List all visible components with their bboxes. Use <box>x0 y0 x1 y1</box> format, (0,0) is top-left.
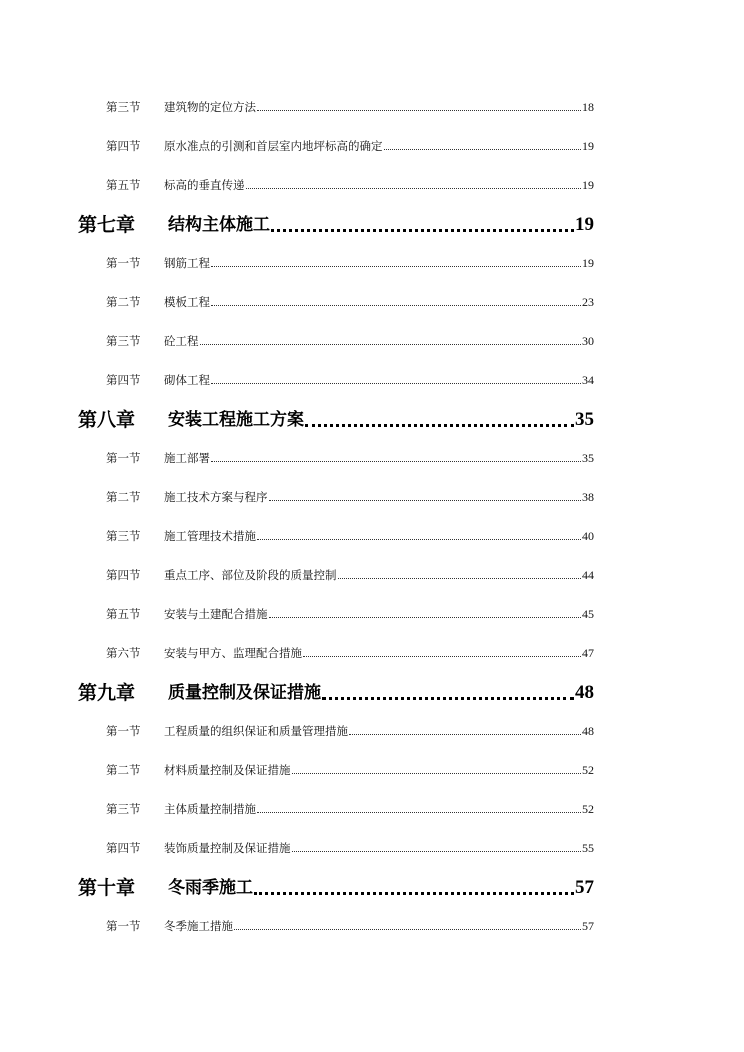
dot-leader <box>200 344 582 345</box>
section-number: 第三节 <box>106 100 141 114</box>
page-number: 19 <box>575 214 594 235</box>
dot-leader <box>254 892 574 895</box>
dot-leader <box>292 773 582 774</box>
section-number: 第四节 <box>106 568 141 582</box>
dot-leader <box>269 617 582 618</box>
dot-leader <box>349 734 581 735</box>
section-title: 原水准点的引测和首层室内地坪标高的确定 <box>164 139 383 153</box>
page-number: 19 <box>582 178 594 192</box>
page-number: 19 <box>582 256 594 270</box>
section-number: 第一节 <box>106 256 141 270</box>
section-number: 第二节 <box>106 763 141 777</box>
section-title: 钢筋工程 <box>164 256 210 270</box>
section-number: 第三节 <box>106 529 141 543</box>
page-number: 34 <box>582 373 594 387</box>
section-number: 第二节 <box>106 295 141 309</box>
page-number: 47 <box>582 646 594 660</box>
dot-leader <box>269 500 582 501</box>
page-number: 38 <box>582 490 594 504</box>
dot-leader <box>211 461 581 462</box>
section-number: 第四节 <box>106 139 141 153</box>
section-title: 冬季施工措施 <box>164 919 233 933</box>
dot-leader <box>322 697 574 700</box>
section-title: 砌体工程 <box>164 373 210 387</box>
section-number: 第二节 <box>106 490 141 504</box>
section-title: 施工技术方案与程序 <box>164 490 268 504</box>
dot-leader <box>234 929 581 930</box>
chapter-title: 结构主体施工 <box>168 215 270 235</box>
dot-leader <box>257 812 581 813</box>
section-number: 第五节 <box>106 178 141 192</box>
section-number: 第一节 <box>106 451 141 465</box>
page-number: 40 <box>582 529 594 543</box>
section-title: 主体质量控制措施 <box>164 802 256 816</box>
section-title: 施工部署 <box>164 451 210 465</box>
page-number: 52 <box>582 802 594 816</box>
section-title: 模板工程 <box>164 295 210 309</box>
section-title: 工程质量的组织保证和质量管理措施 <box>164 724 348 738</box>
toc-entry-section[interactable] <box>0 373 744 387</box>
toc-entry-chapter[interactable] <box>0 214 744 236</box>
toc-entry-section[interactable] <box>0 178 744 192</box>
section-number: 第四节 <box>106 373 141 387</box>
toc-entry-chapter[interactable] <box>0 682 744 704</box>
dot-leader <box>305 424 574 427</box>
section-number: 第六节 <box>106 646 141 660</box>
chapter-number: 第七章 <box>78 214 136 236</box>
page-number: 35 <box>575 409 594 430</box>
dot-leader <box>338 578 582 579</box>
section-number: 第五节 <box>106 607 141 621</box>
page-number: 57 <box>582 919 594 933</box>
toc-entry-section[interactable] <box>0 100 744 114</box>
dot-leader <box>211 266 581 267</box>
page-number: 55 <box>582 841 594 855</box>
section-title: 建筑物的定位方法 <box>164 100 256 114</box>
toc-entry-section[interactable] <box>0 763 744 777</box>
section-title: 施工管理技术措施 <box>164 529 256 543</box>
dot-leader <box>257 539 581 540</box>
page-number: 48 <box>575 682 594 703</box>
dot-leader <box>292 851 582 852</box>
toc-entry-section[interactable] <box>0 841 744 855</box>
chapter-number: 第九章 <box>78 682 136 704</box>
section-title: 安装与甲方、监理配合措施 <box>164 646 302 660</box>
page-number: 57 <box>575 877 594 898</box>
page-number: 18 <box>582 100 594 114</box>
chapter-title: 安装工程施工方案 <box>168 410 304 430</box>
toc-entry-section[interactable] <box>0 919 744 933</box>
dot-leader <box>246 188 582 189</box>
dot-leader <box>211 383 581 384</box>
section-title: 重点工序、部位及阶段的质量控制 <box>164 568 337 582</box>
section-number: 第一节 <box>106 919 141 933</box>
chapter-number: 第八章 <box>78 409 136 431</box>
page-number: 23 <box>582 295 594 309</box>
page-number: 44 <box>582 568 594 582</box>
section-title: 材料质量控制及保证措施 <box>164 763 291 777</box>
section-number: 第三节 <box>106 334 141 348</box>
toc-entry-section[interactable] <box>0 139 744 153</box>
toc-entry-chapter[interactable] <box>0 877 744 899</box>
chapter-number: 第十章 <box>78 877 136 899</box>
toc-entry-section[interactable] <box>0 568 744 582</box>
toc-entry-section[interactable] <box>0 334 744 348</box>
page-number: 48 <box>582 724 594 738</box>
dot-leader <box>211 305 581 306</box>
page-number: 45 <box>582 607 594 621</box>
page-number: 35 <box>582 451 594 465</box>
dot-leader <box>384 149 582 150</box>
dot-leader <box>271 229 574 232</box>
dot-leader <box>303 656 581 657</box>
section-number: 第三节 <box>106 802 141 816</box>
section-title: 装饰质量控制及保证措施 <box>164 841 291 855</box>
section-number: 第四节 <box>106 841 141 855</box>
toc-entry-section[interactable] <box>0 802 744 816</box>
toc-entry-section[interactable] <box>0 256 744 270</box>
toc-entry-section[interactable] <box>0 646 744 660</box>
toc-entry-chapter[interactable] <box>0 409 744 431</box>
toc-entry-section[interactable] <box>0 295 744 309</box>
dot-leader <box>257 110 581 111</box>
toc-entry-section[interactable] <box>0 724 744 738</box>
toc-entry-section[interactable] <box>0 451 744 465</box>
chapter-title: 质量控制及保证措施 <box>168 683 321 703</box>
chapter-title: 冬雨季施工 <box>168 878 253 898</box>
toc-entry-section[interactable] <box>0 607 744 621</box>
page-number: 30 <box>582 334 594 348</box>
toc-entry-section[interactable] <box>0 529 744 543</box>
section-title: 砼工程 <box>164 334 199 348</box>
page-number: 52 <box>582 763 594 777</box>
section-number: 第一节 <box>106 724 141 738</box>
toc-entry-section[interactable] <box>0 490 744 504</box>
section-title: 安装与土建配合措施 <box>164 607 268 621</box>
section-title: 标高的垂直传递 <box>164 178 245 192</box>
page-number: 19 <box>582 139 594 153</box>
